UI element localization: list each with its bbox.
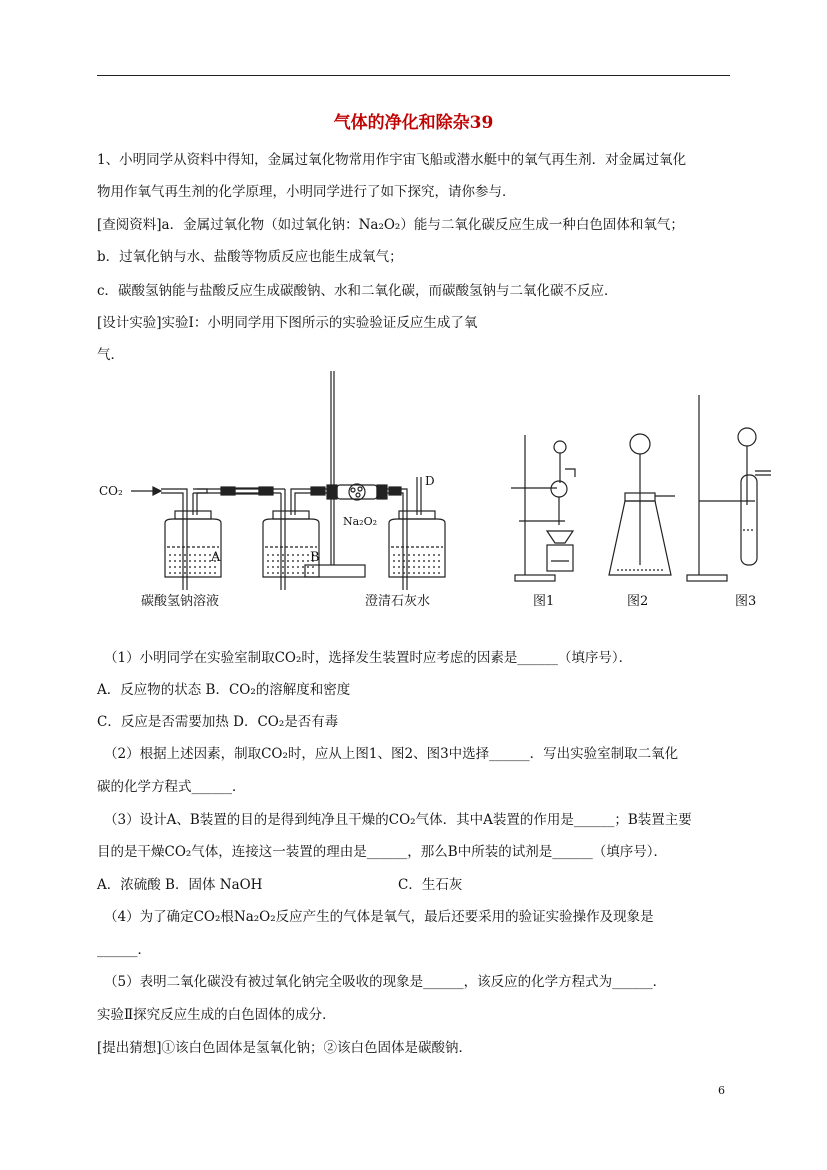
question-4: （4）为了确定CO₂根Na₂O₂反应产生的气体是氧气，最后还要采用的验证实验操作及现象是	[104, 909, 654, 925]
text-line: 目的是干燥CO₂气体，连接这一装置的理由是______，那么B中所装的试剂是______（填序号）．	[97, 844, 667, 860]
text-line: 实验Ⅱ探究反应生成的白色固体的成分．	[97, 1007, 336, 1023]
label-a: A	[211, 550, 221, 565]
text-line: [设计实验]实验Ⅰ：小明同学用下图所示的实验验证反应生成了氧	[97, 315, 478, 331]
label-d: D	[425, 474, 435, 488]
text-line: c．碳酸氢钠能与盐酸反应生成碳酸钠、水和二氧化碳，而碳酸氢钠与二氧化碳不反应．	[97, 283, 618, 299]
caption-bicarbonate: 碳酸氢钠溶液	[141, 594, 220, 609]
co2-label: CO₂	[99, 484, 123, 498]
options-line: C．反应是否需要加热 D．CO₂是否有毒	[97, 714, 339, 730]
text-line: b．过氧化钠与水、盐酸等物质反应也能生成氧气；	[97, 249, 403, 265]
text-line: 1、小明同学从资料中得知，金属过氧化物常用作宇宙飞船或潜水艇中的氧气再生剂．对金属过氧化	[97, 152, 687, 168]
options-line: C．生石灰	[398, 877, 463, 893]
question-3: （3）设计A、B装置的目的是得到纯净且干燥的CO₂气体．其中A装置的作用是______；B装置主要	[104, 812, 692, 828]
header-rule	[97, 75, 730, 76]
apparatus-figure	[95, 365, 785, 615]
text-line: [提出猜想]①该白色固体是氢氧化钠；②该白色固体是碳酸钠．	[97, 1040, 473, 1056]
text-line: 物用作氧气再生剂的化学原理，小明同学进行了如下探究，请你参与．	[97, 184, 516, 200]
options-line: A．反应物的状态 B．CO₂的溶解度和密度	[97, 682, 351, 698]
text-line: 气．	[97, 347, 124, 363]
caption-fig2: 图2	[627, 594, 649, 609]
question-1: （1）小明同学在实验室制取CO₂时，选择发生装置时应考虑的因素是______（填序号）．	[104, 650, 633, 666]
text-line: 碳的化学方程式______．	[97, 779, 246, 795]
label-b: B	[310, 550, 320, 565]
label-na2o2: Na₂O₂	[343, 515, 378, 528]
question-5: （5）表明二氧化碳没有被过氧化钠完全吸收的现象是______，该反应的化学方程式为______．	[104, 974, 667, 990]
question-2: （2）根据上述因素，制取CO₂时，应从上图1、图2、图3中选择______．写出实验室制取二氧化	[104, 746, 679, 762]
text-line: ______．	[97, 942, 151, 958]
caption-fig1: 图1	[533, 594, 555, 609]
options-line: A．浓硫酸 B．固体 NaOH	[97, 877, 263, 893]
caption-fig3: 图3	[735, 594, 757, 609]
caption-limewater: 澄清石灰水	[365, 594, 431, 609]
text-line: [查阅资料]a．金属过氧化物（如过氧化钠：Na₂O₂）能与二氧化碳反应生成一种白色固体和氧气；	[97, 217, 684, 233]
page-title: 气体的净化和除杂39	[333, 113, 494, 133]
page-number: 6	[718, 1084, 725, 1097]
